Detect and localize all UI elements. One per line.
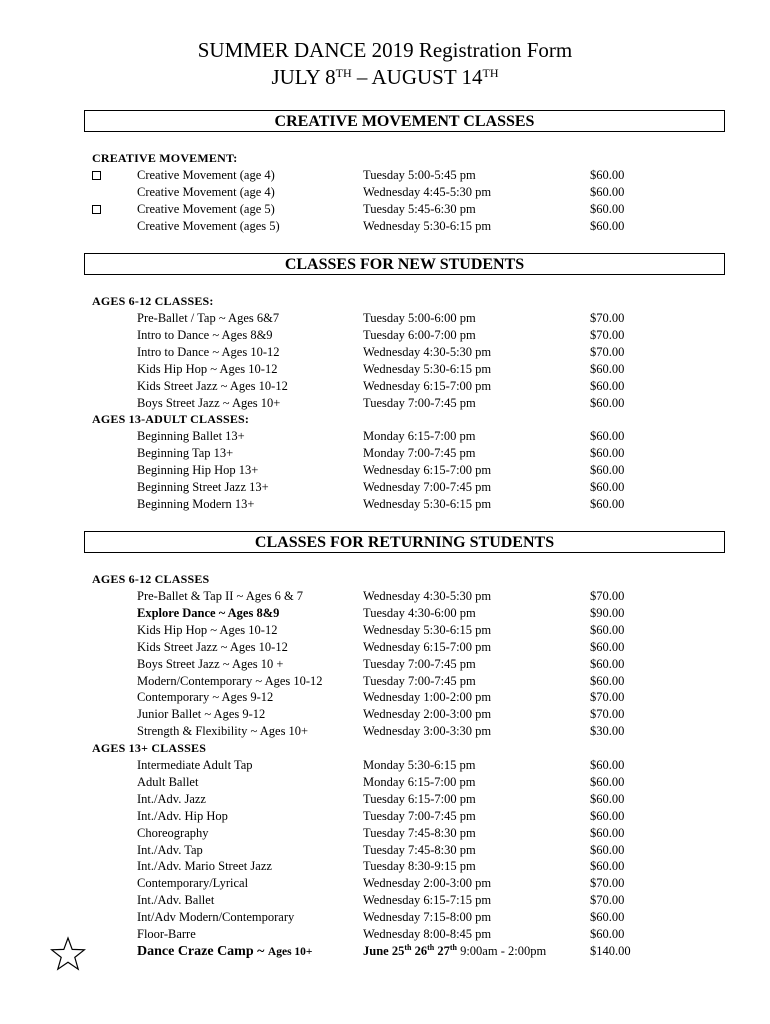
class-time: Tuesday 5:45-6:30 pm	[363, 201, 476, 216]
camp-title: Dance Craze Camp ~	[137, 944, 268, 959]
class-price: $60.00	[590, 395, 625, 410]
class-price: $70.00	[590, 690, 625, 705]
class-name: Strength & Flexibility ~ Ages 10+	[137, 724, 309, 739]
class-price: $70.00	[590, 707, 625, 722]
class-time: Wednesday 3:00-3:30 pm	[363, 724, 492, 739]
class-time: Wednesday 4:45-5:30 pm	[363, 184, 492, 199]
class-time: Tuesday 7:45-8:30 pm	[363, 825, 476, 840]
camp-name	[137, 943, 312, 961]
form-title: SUMMER DANCE 2019 Registration Form	[197, 38, 573, 62]
class-time: Monday 6:15-7:00 pm	[363, 429, 476, 443]
class-row-creative	[0, 167, 770, 184]
class-name: Kids Street Jazz ~ Ages 10-12	[137, 378, 288, 393]
class-time: Wednesday 5:30-6:15 pm	[363, 361, 492, 376]
class-name: Intro to Dance ~ Ages 8&9	[137, 327, 273, 342]
class-row-returning-13-plus	[0, 909, 770, 926]
class-row-returning-6-12	[0, 639, 770, 656]
class-time: Tuesday 4:30-6:00 pm	[363, 605, 476, 620]
class-name: Creative Movement (ages 5)	[137, 218, 280, 233]
class-price: $60.00	[590, 429, 625, 443]
class-row-new-6-12	[0, 310, 770, 327]
class-time: Tuesday 7:00-7:45 pm	[363, 808, 476, 823]
class-price: $30.00	[590, 724, 625, 739]
class-price: $60.00	[590, 445, 625, 460]
class-row-returning-6-12	[0, 622, 770, 639]
class-time: Wednesday 6:15-7:00 pm	[363, 378, 492, 393]
group-label-new-13-adult: AGES 13-ADULT CLASSES:	[92, 412, 250, 426]
class-name: Intermediate Adult Tap	[137, 758, 253, 772]
class-row-new-6-12	[0, 378, 770, 395]
class-row-returning-6-12	[0, 656, 770, 673]
class-name: Creative Movement (age 4)	[137, 184, 275, 199]
class-price: $60.00	[590, 639, 625, 654]
class-price: $70.00	[590, 876, 625, 891]
class-name: Beginning Tap 13+	[137, 445, 234, 460]
class-row-returning-6-12	[0, 588, 770, 605]
class-price: $60.00	[590, 825, 625, 840]
class-time: Tuesday 5:00-5:45 pm	[363, 168, 476, 182]
class-name: Int./Adv. Tap	[137, 842, 203, 857]
class-time: Tuesday 6:15-7:00 pm	[363, 791, 476, 806]
class-row-new-13-adult	[0, 496, 770, 513]
section-returning-students: CLASSES FOR RETURNING STUDENTS	[84, 531, 725, 553]
class-time: Tuesday 5:00-6:00 pm	[363, 311, 476, 325]
section-creative-movement: CREATIVE MOVEMENT CLASSES	[84, 110, 725, 132]
class-name: Explore Dance ~ Ages 8&9	[137, 605, 280, 620]
class-row-returning-13-plus	[0, 892, 770, 909]
class-name: Contemporary ~ Ages 9-12	[137, 690, 274, 705]
camp-price: $140.00	[590, 944, 631, 958]
camp-dates	[363, 943, 546, 960]
class-price: $60.00	[590, 808, 625, 823]
class-time: Monday 5:30-6:15 pm	[363, 758, 476, 772]
class-price: $90.00	[590, 605, 625, 620]
class-row-returning-6-12	[0, 673, 770, 690]
class-row-returning-6-12	[0, 723, 770, 740]
class-name: Modern/Contemporary ~ Ages 10-12	[137, 673, 323, 688]
class-time: Tuesday 7:00-7:45 pm	[363, 673, 476, 688]
class-name: Boys Street Jazz ~ Ages 10 +	[137, 656, 284, 671]
camp-age: Ages 10+	[267, 946, 313, 958]
class-time: Wednesday 5:30-6:15 pm	[363, 218, 492, 233]
class-name: Int./Adv. Hip Hop	[137, 808, 228, 823]
class-time: Wednesday 4:30-5:30 pm	[363, 589, 492, 603]
camp-date-27: 27	[434, 944, 450, 958]
class-row-returning-13-plus	[0, 926, 770, 943]
class-price: $60.00	[590, 361, 625, 376]
class-row-returning-13-plus	[0, 875, 770, 892]
class-time: Wednesday 6:15-7:00 pm	[363, 462, 492, 477]
class-name: Pre-Ballet / Tap ~ Ages 6&7	[137, 311, 280, 325]
class-price: $60.00	[590, 910, 625, 925]
class-time: Wednesday 2:00-3:00 pm	[363, 876, 492, 891]
class-row-returning-6-12	[0, 689, 770, 706]
class-time: Wednesday 7:00-7:45 pm	[363, 479, 492, 494]
class-name: Kids Hip Hop ~ Ages 10-12	[137, 622, 278, 637]
class-price: $60.00	[590, 479, 625, 494]
class-name: Intro to Dance ~ Ages 10-12	[137, 344, 280, 359]
class-row-creative	[0, 201, 770, 218]
class-row-new-6-12	[0, 395, 770, 412]
class-name: Int./Adv. Jazz	[137, 791, 206, 806]
class-price: $60.00	[590, 462, 625, 477]
class-time: Wednesday 2:00-3:00 pm	[363, 707, 492, 722]
class-name: Beginning Ballet 13+	[137, 429, 245, 443]
class-row-returning-13-plus	[0, 774, 770, 791]
class-time: Wednesday 5:30-6:15 pm	[363, 496, 492, 511]
class-time: Tuesday 6:00-7:00 pm	[363, 327, 476, 342]
class-price: $60.00	[590, 622, 625, 637]
class-time: Wednesday 4:30-5:30 pm	[363, 344, 492, 359]
camp-date-25: June 25	[363, 944, 405, 958]
class-name: Adult Ballet	[137, 774, 199, 789]
class-row-new-13-adult	[0, 445, 770, 462]
class-name: Choreography	[137, 825, 209, 840]
class-name: Kids Street Jazz ~ Ages 10-12	[137, 639, 288, 654]
class-name: Junior Ballet ~ Ages 9-12	[137, 707, 266, 722]
group-label-returning-6-12: AGES 6-12 CLASSES	[92, 572, 210, 586]
class-time: Wednesday 5:30-6:15 pm	[363, 622, 492, 637]
class-row-new-13-adult	[0, 428, 770, 445]
class-checkbox[interactable]	[92, 171, 101, 180]
camp-row	[0, 943, 770, 963]
class-checkbox[interactable]	[92, 205, 101, 214]
class-name: Creative Movement (age 5)	[137, 201, 275, 216]
class-name: Boys Street Jazz ~ Ages 10+	[137, 395, 281, 410]
class-row-new-6-12	[0, 327, 770, 344]
class-row-returning-13-plus	[0, 825, 770, 842]
class-price: $60.00	[590, 842, 625, 857]
class-name: Floor-Barre	[137, 927, 196, 941]
star-outline-icon	[50, 936, 86, 972]
class-time: Tuesday 7:00-7:45 pm	[363, 395, 476, 410]
class-time: Tuesday 7:00-7:45 pm	[363, 656, 476, 671]
class-time: Tuesday 7:45-8:30 pm	[363, 842, 476, 857]
class-row-returning-6-12	[0, 706, 770, 723]
class-price: $60.00	[590, 774, 625, 789]
class-name: Int./Adv. Ballet	[137, 893, 215, 908]
class-price: $60.00	[590, 378, 625, 393]
class-price: $70.00	[590, 311, 625, 325]
class-price: $60.00	[590, 791, 625, 806]
group-label-new-6-12: AGES 6-12 CLASSES:	[92, 294, 214, 308]
class-price: $60.00	[590, 927, 625, 941]
class-time: Wednesday 1:00-2:00 pm	[363, 690, 492, 705]
dates-sup-1: TH	[335, 66, 352, 80]
class-row-returning-13-plus	[0, 842, 770, 859]
class-row-new-13-adult	[0, 479, 770, 496]
class-price: $60.00	[590, 496, 625, 511]
class-name: Int./Adv. Mario Street Jazz	[137, 859, 272, 874]
dates-sup-2: TH	[482, 66, 499, 80]
class-price: $60.00	[590, 859, 625, 874]
dates-middle: – AUGUST 14	[351, 65, 483, 89]
class-row-new-6-12	[0, 344, 770, 361]
class-row-returning-13-plus	[0, 808, 770, 825]
class-name: Int/Adv Modern/Contemporary	[137, 910, 295, 925]
class-price: $60.00	[590, 201, 625, 216]
class-time: Wednesday 6:15-7:15 pm	[363, 893, 492, 908]
class-price: $60.00	[590, 758, 625, 772]
group-label-creative: CREATIVE MOVEMENT:	[92, 151, 238, 165]
camp-time: 9:00am - 2:00pm	[456, 944, 547, 958]
class-name: Beginning Modern 13+	[137, 496, 255, 511]
class-row-new-13-adult	[0, 462, 770, 479]
class-price: $60.00	[590, 673, 625, 688]
class-price: $60.00	[590, 656, 625, 671]
class-row-returning-13-plus	[0, 791, 770, 808]
class-name: Contemporary/Lyrical	[137, 876, 249, 891]
class-name: Beginning Street Jazz 13+	[137, 479, 269, 494]
class-time: Monday 6:15-7:00 pm	[363, 774, 476, 789]
section-new-students: CLASSES FOR NEW STUDENTS	[84, 253, 725, 275]
class-time: Monday 7:00-7:45 pm	[363, 445, 476, 460]
class-time: Tuesday 8:30-9:15 pm	[363, 859, 476, 874]
class-price: $70.00	[590, 893, 625, 908]
class-name: Creative Movement (age 4)	[137, 168, 275, 182]
class-name: Pre-Ballet & Tap II ~ Ages 6 & 7	[137, 589, 304, 603]
class-price: $60.00	[590, 184, 625, 199]
form-dates	[0, 64, 770, 90]
camp-sup-2: th	[427, 943, 435, 952]
camp-date-26: 26	[411, 944, 428, 958]
class-row-new-6-12	[0, 361, 770, 378]
class-time: Wednesday 8:00-8:45 pm	[363, 927, 492, 941]
class-name: Beginning Hip Hop 13+	[137, 462, 259, 477]
camp-sup-1: th	[404, 943, 412, 952]
class-price: $60.00	[590, 168, 625, 182]
class-row-creative	[0, 218, 770, 235]
class-row-returning-13-plus	[0, 858, 770, 875]
class-name: Kids Hip Hop ~ Ages 10-12	[137, 361, 278, 376]
class-row-returning-6-12	[0, 605, 770, 622]
class-row-returning-13-plus	[0, 757, 770, 774]
dates-prefix: JULY 8	[271, 65, 336, 89]
class-row-creative	[0, 184, 770, 201]
group-label-returning-13-plus: AGES 13+ CLASSES	[92, 741, 207, 755]
class-price: $70.00	[590, 589, 625, 603]
class-time: Wednesday 7:15-8:00 pm	[363, 910, 492, 925]
class-price: $60.00	[590, 218, 625, 233]
camp-sup-3: th	[449, 943, 457, 952]
class-time: Wednesday 6:15-7:00 pm	[363, 639, 492, 654]
class-price: $70.00	[590, 327, 625, 342]
class-price: $70.00	[590, 344, 625, 359]
